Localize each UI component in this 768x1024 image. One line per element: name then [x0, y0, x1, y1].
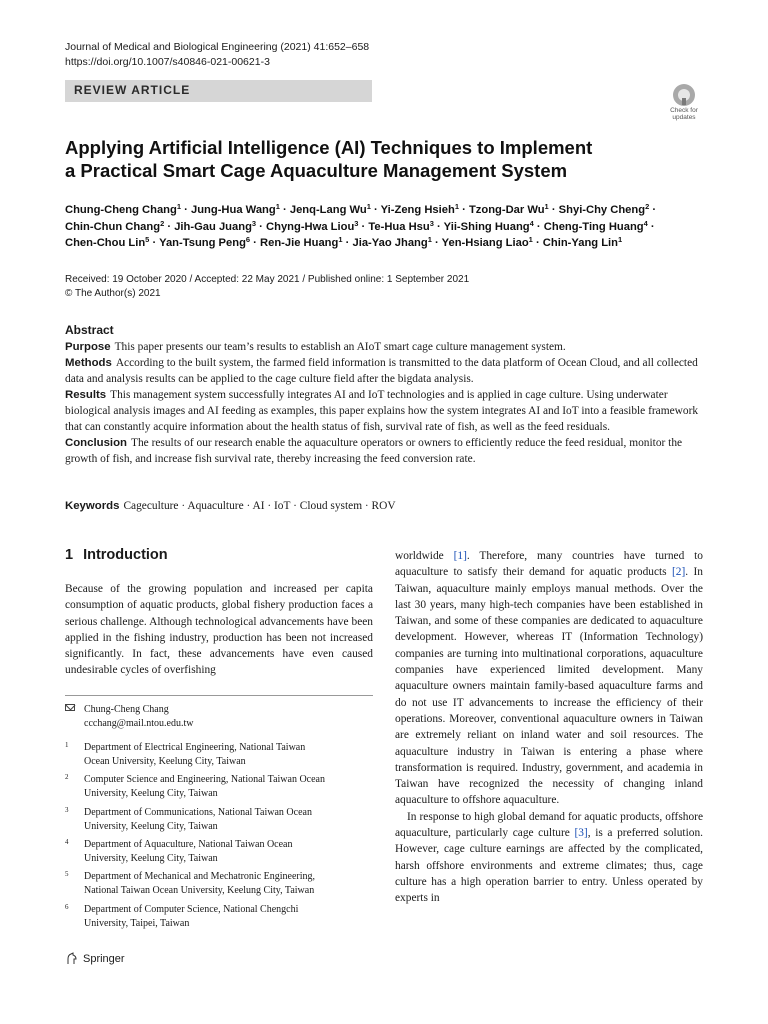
intro-paragraph-1: worldwide [1]. Therefore, many countries have turned to aquaculture to satisfy their demand for aquatic products [2]. In Taiwan, aquaculture mainly employs manual methods. Over the last 30 years, many high-tech companies have been established in Taiwan, and some of these companies are dedicated to aquaculture development. However, whereas IT (Information Technology) companies are turning into multinational corporations, aquaculture companies have experienced limited development. Many aquaculture owners maintain family-based aquaculture farms and do not use IT advancements to increase the efficiency of their operations. Moreover, conventional aquaculture owners in Taiwan are extremely reliant on inland water and soil resources. The aquaculture industry in Taiwan is entering a phase where transformation is required. Industry, government, and academia in Taiwan have recognized the necessity of changing inland aquaculture to offshore aquaculture.	[395, 550, 703, 807]
author[interactable]: Te-Hua Hsu$^3$	[368, 218, 434, 233]
paper-title	[65, 136, 705, 182]
author-list: Chung-Cheng Chang$^1$ · Jung-Hua Wang$^1$ · Jenq-Lang $Wu^1$ · Yi-Zeng Hsieh$^1$ · Tzong-Dar $Wu^1$ · Shyi-Chy Cheng$^2$ · Chin-Chun Chang$^2$ · Jih-Gau Juang$^3$ · Chyng-Hwa Liou$^3$ · Te-Hua Hsu$^3$ · Yii-Shing Huang$^4$ · Cheng-Ting Huang$^4$ · Chen-Chou Lin$^5$ · Yan-Tsung Peng$^6$ · Ren-Jie Huang$^1$ · Jia-Yao Jhang$^1$ · Yen-Hsiang Liao$^1$ · Chin-Yang Lin$^1$	[65, 202, 657, 249]
author[interactable]: Ren-Jie Huang$^1$	[260, 235, 343, 249]
affiliation: 2 Computer Science and Engineering, National Taiwan Ocean University, Keelung City, Taiwan	[65, 773, 325, 799]
corresponding-author: Chung-Cheng Chang	[84, 704, 169, 715]
crossmark-icon	[673, 84, 695, 106]
author[interactable]: Jih-Gau Juang$^3$	[174, 218, 257, 233]
copyright-line: © The Author(s) 2021	[65, 288, 161, 299]
publication-dates	[65, 273, 469, 301]
title-line-2: a Practical Smart Cage Aquaculture Management System	[65, 160, 568, 181]
author[interactable]: Jia-Yao Jhang$^1$	[352, 235, 432, 249]
keywords	[65, 500, 396, 512]
intro-right-column	[395, 548, 703, 907]
springer-horse-icon	[65, 952, 78, 965]
affiliation: 5 Department of Mechanical and Mechatronic Engineering, National Taiwan Ocean University, Keelung City, Taiwan	[65, 870, 316, 896]
keywords-label: Keywords	[65, 500, 120, 512]
abstract-methods: Methods According to the built system, the farmed field information is transmitted to the data platform of Ocean Cloud, and all collected data and analysis results can be applied to the cage culture field after the bigdata analysis.	[65, 357, 698, 385]
affiliation: 4 Department of Aquaculture, National Taiwan Ocean University, Keelung City, Taiwan	[65, 838, 293, 864]
author[interactable]: Yan-Tsung Peng$^6$	[159, 235, 251, 249]
author[interactable]: Chung-Cheng Chang$^1$	[65, 202, 182, 216]
title-line-1: Applying Artificial Intelligence (AI) Techniques to Implement	[65, 137, 593, 158]
abstract-heading: Abstract	[65, 323, 114, 337]
author[interactable]: Yi-Zeng Hsieh$^1$	[380, 202, 459, 216]
section-title: Introduction	[83, 547, 168, 563]
author[interactable]: Shyi-Chy Cheng$^2$	[558, 202, 650, 216]
author[interactable]: Yii-Shing Huang$^4$	[443, 218, 534, 233]
journal-header	[65, 40, 369, 70]
affiliation: 6 Department of Computer Science, National Chengchi University, Taipei, Taiwan	[65, 903, 299, 929]
article-type-banner: REVIEW ARTICLE	[65, 80, 372, 102]
section-heading-introduction	[65, 547, 168, 563]
publisher-name: Springer	[83, 952, 125, 965]
citation-link[interactable]: [3]	[574, 827, 588, 840]
abstract-conclusion: Conclusion The results of our research enable the aquaculture operators or owners to efficiently reduce the feed residual, monitor the growth of fish, and increase fish survival rate, thereby increasing the feed conversion rate.	[65, 437, 683, 465]
dates-line: Received: 19 October 2020 / Accepted: 22 May 2021 / Published online: 1 September 2021	[65, 274, 470, 285]
envelope-icon	[65, 704, 75, 711]
corresponding-email[interactable]: ccchang@mail.ntou.edu.tw	[84, 717, 194, 729]
footnote-divider	[65, 695, 373, 696]
affiliation: 1 Department of Electrical Engineering, National Taiwan Ocean University, Keelung City, Taiwan	[65, 741, 306, 767]
section-number: 1	[65, 547, 74, 563]
author[interactable]: Chin-Yang Lin$^1$	[542, 235, 623, 249]
author[interactable]: Tzong-Dar Wu$^1$	[468, 202, 549, 216]
journal-citation: Journal of Medical and Biological Engineering (2021) 41:652–658	[65, 41, 370, 53]
citation-link[interactable]: [2]	[671, 566, 686, 579]
author[interactable]: Yen-Hsiang Liao$^1$	[441, 235, 533, 249]
author[interactable]: Jenq-Lang Wu$^1$	[289, 202, 371, 216]
correspondence	[65, 703, 193, 730]
abstract-section	[65, 322, 705, 467]
crossmark-text-2: updates	[672, 114, 696, 121]
crossmark-text-1: Check for	[670, 107, 698, 114]
keywords-text: Cageculture · Aquaculture · AI · IoT · Cloud system · ROV	[123, 500, 396, 512]
author[interactable]: Chen-Chou Lin$^5$	[65, 235, 150, 249]
doi-link[interactable]: https://doi.org/10.1007/s40846-021-00621-3	[65, 56, 270, 68]
publisher-footer	[65, 952, 125, 965]
citation-link[interactable]: [1]	[453, 550, 467, 562]
author[interactable]: Chin-Chun Chang$^2$	[65, 218, 165, 233]
abstract-purpose: Purpose This paper presents our team’s results to establish an AIoT smart cage culture management system.	[65, 341, 566, 353]
abstract-results: Results This management system successfully integrates AI and IoT technologies and is applied in cage culture. Using underwater biological analysis images and AI feeding as examples, this paper explains how the system integrates AI and IoT into a feasible framework that can constantly acquire information about the health status of fish, survival rate of fish, as well as the feed residuals.	[65, 389, 699, 433]
author[interactable]: Cheng-Ting Huang$^4$	[543, 218, 648, 233]
affiliation: 3 Department of Communications, National Taiwan Ocean University, Keelung City, Taiwan	[65, 806, 312, 832]
check-for-updates-badge[interactable]	[666, 84, 702, 124]
intro-paragraph-2: In response to high global demand for aquatic products, offshore aquaculture, particularly cage culture [3], is a preferred solution. However, cage culture earnings are affected by the complicated, harsh offshore environments and extreme climates; thus, cage culture has a high operation barrier to entry. Unless operated by experts in	[395, 810, 703, 905]
author[interactable]: Chyng-Hwa Liou$^3$	[266, 218, 359, 233]
intro-left-paragraph: Because of the growing population and increased per capita consumption of aquatic products, global fishery production faces a serious challenge. Although technological advancements have been applied in the fishing industry, production has been not increased significantly. In fact, these advancements have even caused undesirable cycles of overfishing	[65, 583, 373, 677]
author[interactable]: Jung-Hua Wang$^1$	[190, 202, 280, 216]
